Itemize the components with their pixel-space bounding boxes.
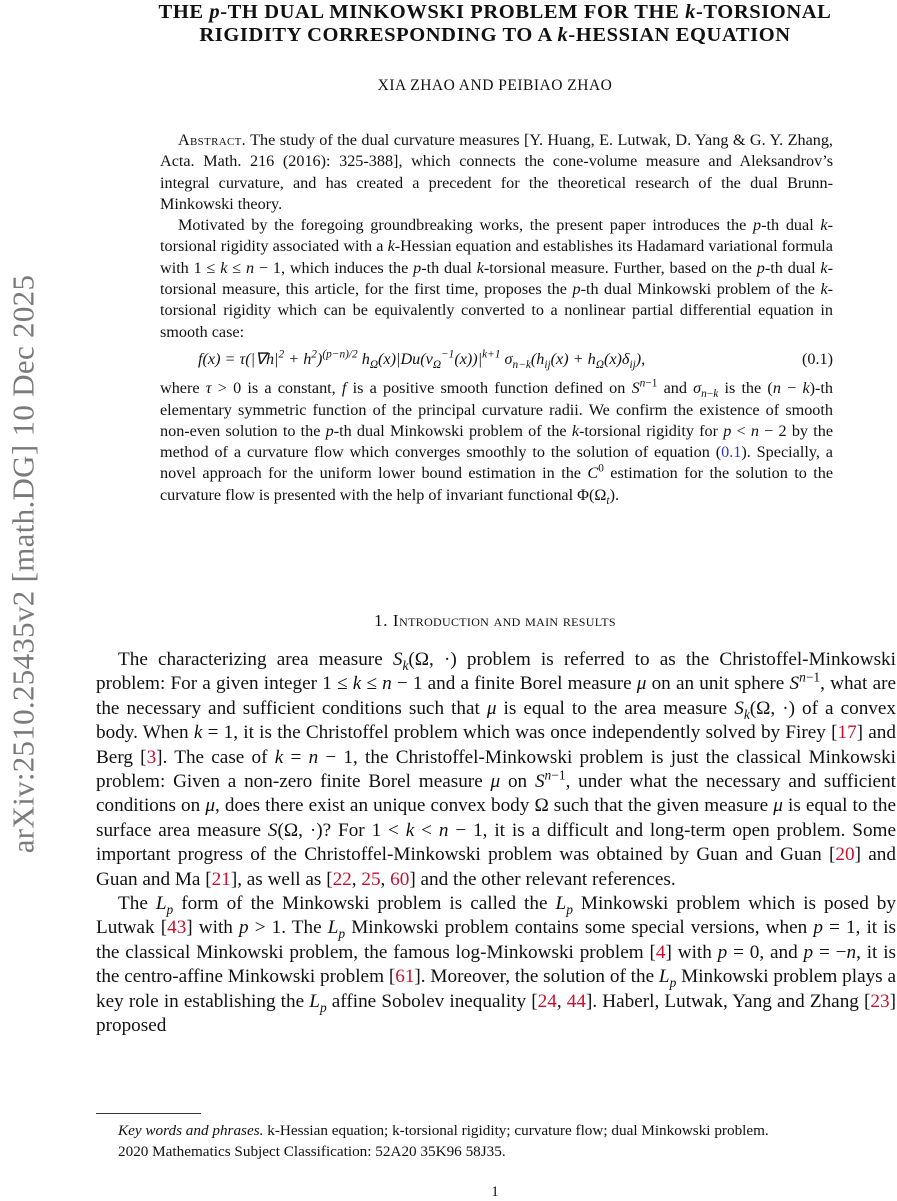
equation-0-1 [160, 349, 833, 370]
abstract-paragraph-1 [160, 130, 833, 215]
citation[interactable]: 44 [566, 990, 586, 1012]
footnote [96, 1120, 896, 1162]
footnote-keywords [96, 1120, 896, 1141]
abstract [160, 130, 833, 506]
title-line-1: THE p-TH DUAL MINKOWSKI PROBLEM FOR THE k-TORSIONAL [158, 1, 832, 23]
arxiv-sidebar-stamp [0, 228, 46, 900]
arxiv-id: arXiv:2510.25435v2 [math.DG] 10 Dec 2025 [5, 274, 41, 854]
title-line-2: RIGIDITY CORRESPONDING TO A k-HESSIAN EQUATION [199, 24, 791, 46]
citation[interactable]: 24 [537, 990, 557, 1012]
abstract-paragraph-2: Motivated by the foregoing groundbreaking works, the present paper introduces the p-th dual k-torsional rigidity associated with a k-Hessian equation and establishes its Hadamard variational formula with 1 ≤ k ≤ n − 1, which induces the p-th dual k-torsional measure. Further, based on the p-th dual k-torsional measure, this article, for the first time, proposes the p-th dual Minkowski problem of the k-torsional rigidity which can be equivalently converted to a nonlinear partial differential equation in smooth case: [160, 216, 834, 341]
footnote-msc: 2020 Mathematics Subject Classification: 52A20 35K96 58J35. [118, 1143, 506, 1160]
equation-link[interactable]: 0.1 [721, 443, 742, 462]
equation-number: (0.1) [801, 349, 833, 368]
citation[interactable]: 17 [837, 722, 857, 744]
authors: XIA ZHAO AND PEIBIAO ZHAO [377, 77, 613, 94]
citation[interactable]: 4 [655, 941, 666, 963]
abstract-paragraph-3: where τ > 0 is a constant, f is a positive smooth function defined on $S^{n-1}$ and $\sigma_{n-k}$ is the (n − k)-th elementary symmetric function of the principal curvature radii. We confirm the existence of smooth non-even solution to the p-th dual Minkowski problem of the k-torsional rigidity for p < n − 2 by the method of a curvature flow which converges smoothly to the solution of equation (0.1). Specially, a novel approach for the uniform lower bound estimation in the $C^0$ estimation for the solution to the curvature flow is presented with the help of invariant functional $\Phi(\Omega_t)$. [160, 377, 834, 507]
intro-paragraph-2: The $L_p$ form of the Minkowski problem is called the $L_p$ Minkowski problem which is posed by Lutwak [43] with p > 1. The $L_p$ Minkowski problem contains some special versions, when p = 1, it is the classical Minkowski problem, the famous log-Minkowski problem [4] with p = 0, and p = −n, it is the centro-affine Minkowski problem [61]. Moreover, the solution of the $L_p$ Minkowski problem plays a key role in establishing the $L_p$ affine Sobolev inequality [24, 44]. Haberl, Lutwak, Yang and Zhang [23] proposed [96, 893, 897, 1037]
citation[interactable]: 21 [211, 868, 231, 890]
footnote-rule [96, 1113, 201, 1114]
page-number: 1 [491, 1184, 499, 1200]
intro-paragraph-1: The characterizing area measure $S_k(\Omega$, ·) problem is referred to as the Christoffel-Minkowski problem: For a given integer 1 ≤ k ≤ n − 1 and a finite Borel measure μ on an unit sphere $S^{n-1}$, what are the necessary and sufficient conditions such that μ is equal to the area measure $S_k(\Omega$, ·) of a convex body. When k = 1, it is the Christoffel problem which was once independently solved by Firey [17] and Berg [3]. The case of k = n − 1, the Christoffel-Minkowski problem is just the classical Minkowski problem: Given a non-zero finite Borel measure μ on $S^{n-1}$, under what the necessary and sufficient conditions on μ, does there exist an unique convex body Ω such that the given measure μ is equal to the surface area measure S(Ω, ·)? For 1 < k < n − 1, it is a difficult and long-term open problem. Some important progress of the Christoffel-Minkowski problem was obtained by Guan and Guan [20] and Guan and Ma [21], as well as [22, 25, 60] and the other relevant references. [96, 649, 897, 890]
citation[interactable]: 23 [870, 990, 890, 1012]
citation[interactable]: 61 [395, 966, 415, 988]
paper-title [60, 0, 897, 47]
citation[interactable]: 25 [361, 868, 381, 890]
citation[interactable]: 43 [167, 917, 187, 939]
abstract-text-1: The study of the dual curvature measures [Y. Huang, E. Lutwak, D. Yang & G. Y. Zhang, Acta. Math. 216 (2016): 325-388], which connects the cone-volume measure and Aleksandrov’s integral curvature, and has created a precedent for the theoretical research of the dual Brunn-Minkowski theory. [160, 131, 833, 213]
equation-body: $f(x) = \tau(|\nabla h|^2 + h^2)^{(p-n)/2}$ $h_\Omega(x)|Du(\nu_\Omega^{-1}(x))|^{k+1}$ $\sigma_{n-k}(h_{ij}(x) + h_\Omega(x)\delta_{ij})$, [198, 348, 646, 372]
abstract-label: Abstract. [178, 131, 246, 149]
citation[interactable]: 22 [332, 868, 352, 890]
citation[interactable]: 60 [390, 868, 410, 890]
citation[interactable]: 3 [146, 746, 157, 768]
citation[interactable]: 20 [835, 844, 855, 866]
section-heading: 1. Introduction and main results [374, 611, 616, 630]
main-text [96, 648, 896, 1039]
keywords-label: Key words and phrases. [118, 1122, 264, 1139]
keywords-text: k-Hessian equation; k-torsional rigidity; curvature flow; dual Minkowski problem. [267, 1122, 769, 1139]
